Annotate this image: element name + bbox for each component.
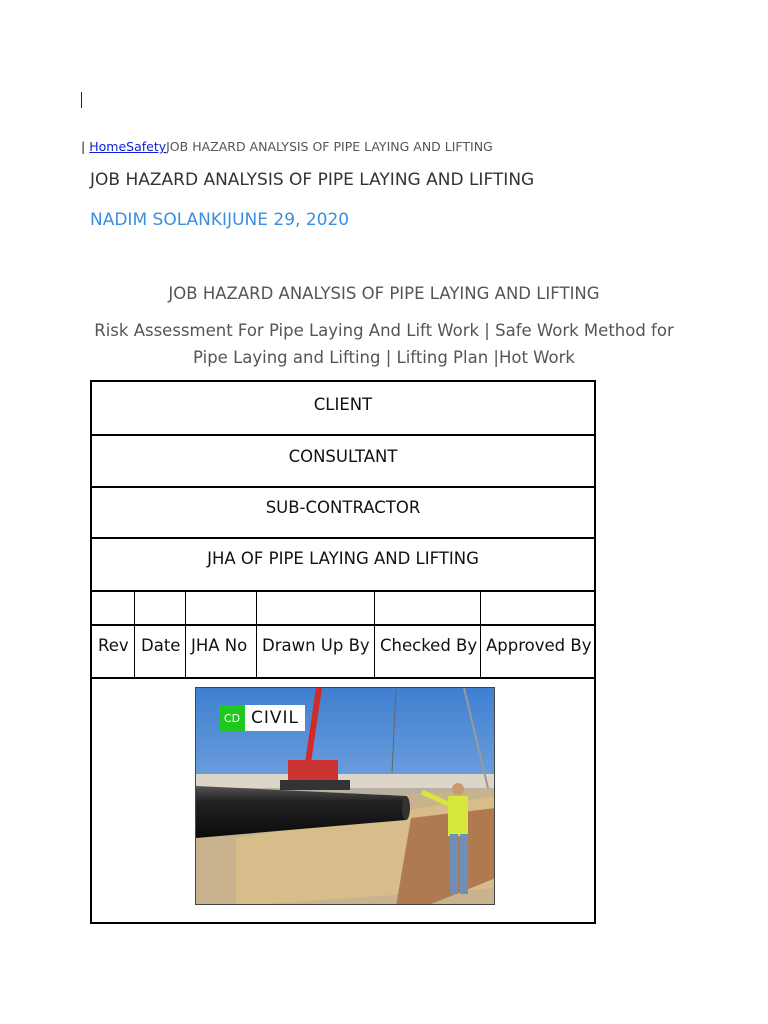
pipe-laying-photo bbox=[195, 687, 495, 905]
subcontractor-row bbox=[92, 488, 594, 539]
text-cursor bbox=[81, 92, 82, 108]
jha-title-row bbox=[92, 539, 594, 592]
column-divider bbox=[480, 592, 481, 677]
breadcrumb-home-link[interactable]: Home bbox=[89, 139, 127, 154]
author-link[interactable]: NADIM SOLANKI bbox=[90, 210, 228, 230]
logo-text: CIVIL bbox=[251, 708, 299, 728]
logo-badge: CD bbox=[219, 705, 245, 731]
document-subheading: Risk Assessment For Pipe Laying And Lift Work | Safe Work Method for Pipe Laying and Lifting | Lifting Plan |Hot Work bbox=[94, 321, 674, 367]
document-heading: JOB HAZARD ANALYSIS OF PIPE LAYING AND LIFTING bbox=[168, 284, 600, 303]
byline bbox=[90, 210, 349, 230]
post-date: JUNE 29, 2020 bbox=[227, 210, 350, 230]
revision-table bbox=[92, 592, 594, 679]
column-divider bbox=[185, 592, 186, 677]
col-jha-no: JHA No bbox=[191, 636, 248, 655]
revision-divider bbox=[92, 624, 594, 626]
consultant-row bbox=[92, 436, 594, 488]
client-label: CLIENT bbox=[313, 395, 373, 414]
col-rev: Rev bbox=[98, 636, 129, 655]
column-divider bbox=[134, 592, 135, 677]
col-approved-by: Approved By bbox=[486, 636, 592, 655]
civil-logo bbox=[219, 705, 305, 731]
breadcrumb-category-link[interactable]: Safety bbox=[126, 139, 167, 154]
consultant-label: CONSULTANT bbox=[288, 447, 398, 466]
column-divider bbox=[256, 592, 257, 677]
post-title: JOB HAZARD ANALYSIS OF PIPE LAYING AND LIFTING bbox=[90, 170, 535, 190]
column-divider bbox=[374, 592, 375, 677]
jha-cover-table bbox=[90, 380, 596, 924]
breadcrumb bbox=[81, 139, 493, 154]
subcontractor-label: SUB-CONTRACTOR bbox=[265, 498, 421, 517]
client-row bbox=[92, 382, 594, 436]
col-checked-by: Checked By bbox=[380, 636, 478, 655]
jha-title-label: JHA OF PIPE LAYING AND LIFTING bbox=[207, 549, 479, 568]
col-drawn-up-by: Drawn Up By bbox=[262, 636, 370, 655]
col-date: Date bbox=[141, 636, 181, 655]
breadcrumb-current: JOB HAZARD ANALYSIS OF PIPE LAYING AND LIFTING bbox=[166, 139, 493, 154]
breadcrumb-separator: | bbox=[81, 139, 86, 154]
